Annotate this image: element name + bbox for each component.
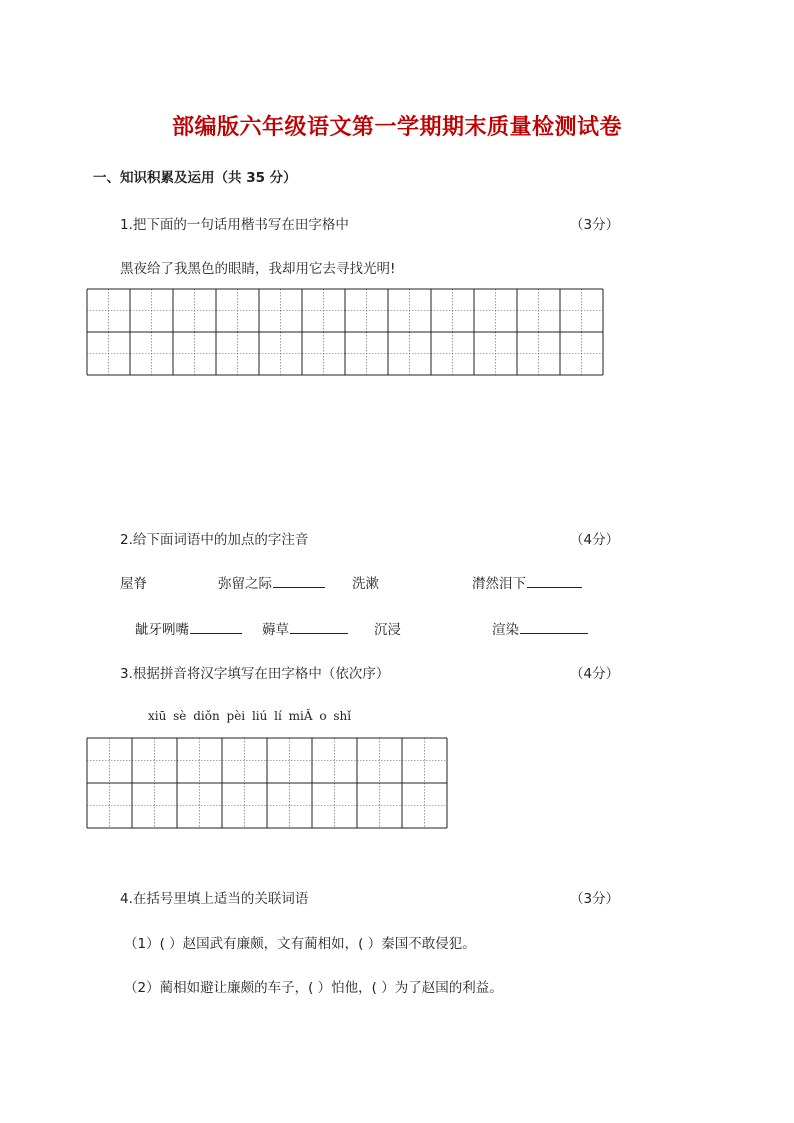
q4-item-2: （2）蔺相如避让廉颇的车子，( ）怕他，( ）为了赵国的利益。: [124, 980, 503, 996]
answer-blank[interactable]: [520, 633, 588, 634]
answer-blank[interactable]: [273, 587, 325, 588]
page-title: 部编版六年级语文第一学期期末质量检测试卷: [171, 115, 622, 140]
q1-score: （3分）: [570, 217, 620, 233]
q1-prompt: 1.把下面的一句话用楷书写在田字格中: [120, 217, 349, 233]
q4-item-1: （1）( ）赵国武有廉颇，文有蔺相如，( ）秦国不敢侵犯。: [124, 936, 476, 952]
q4-score: （3分）: [570, 891, 620, 907]
answer-blank[interactable]: [527, 587, 582, 588]
q1-writing-grid[interactable]: [86, 288, 606, 470]
q2-score: （4分）: [570, 532, 620, 548]
q4-prompt: 4.在括号里填上适当的关联词语: [120, 891, 309, 907]
q2-word-row2-2: 薅草: [262, 618, 348, 638]
q2-word-row2-4: 渲染: [492, 618, 588, 638]
q2-word-row1-3: 洗漱: [352, 576, 379, 592]
q2-word-row1-4: 潸然泪下: [472, 572, 582, 592]
q3-score: （4分）: [570, 666, 620, 682]
q2-prompt: 2.给下面词语中的加点的字注音: [120, 532, 309, 548]
q1-sentence: 黑夜给了我黑色的眼睛，我却用它去寻找光明!: [120, 261, 396, 277]
section-heading-1: 一、知识积累及运用（共 35 分）: [93, 170, 297, 186]
q2-word-row1-1: 屋脊: [120, 576, 147, 592]
q2-word-row1-2: 弥留之际: [218, 572, 325, 592]
answer-blank[interactable]: [290, 633, 348, 634]
q2-word-row2-1: 龇牙咧嘴: [135, 618, 242, 638]
q3-prompt: 3.根据拼音将汉字填写在田字格中（依次序）: [120, 666, 390, 682]
answer-blank[interactable]: [190, 633, 242, 634]
q3-writing-grid[interactable]: [86, 737, 448, 830]
q3-pinyin: xiū sè diǒn pèi liú lí miǍ o shǐ: [148, 709, 352, 723]
q2-word-row2-3: 沉浸: [374, 622, 401, 638]
